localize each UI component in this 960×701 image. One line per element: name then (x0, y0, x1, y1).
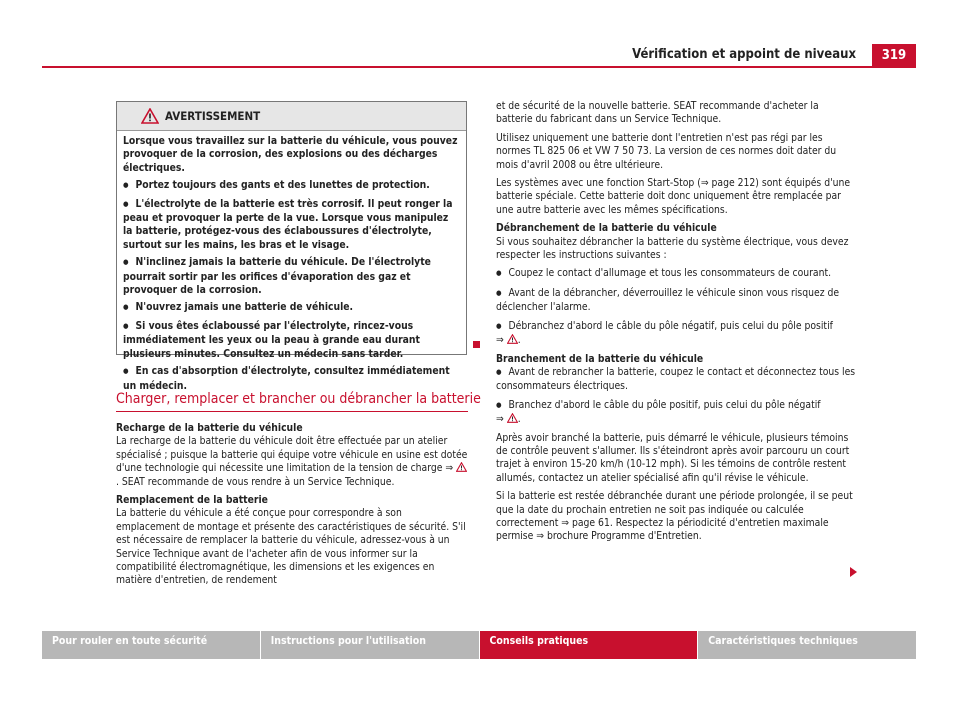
paragraph: Les systèmes avec une fonction Start-Stop (⇒ page 212) sont équipés d'une batterie spéciale. Cette batterie doit donc uniquement être remplacée par une autre batterie avec les mêmes spécifications. (496, 177, 851, 216)
running-title: Vérification et appoint de niveaux (632, 47, 856, 62)
subheading-connect: Branchement de la batterie du véhicule (496, 352, 704, 365)
list-item: ● Avant de rebrancher la batterie, coupez le contact et déconnectez tous les consommateurs électriques. (496, 366, 856, 394)
paragraph: Si la batterie est restée débranchée durant une période prolongée, il se peut que la date du prochain entretien ne soit pas indiquée ou calculée correctement ⇒ page 61. Respectez la périodicité d'entretien maximale permise ⇒ brochure Programme d'Entretien. (496, 490, 853, 543)
paragraph: Utilisez uniquement une batterie dont l'entretien n'est pas régi par les normes TL 825 06 et VW 7 50 73. La version de ces normes doit dater du mois d'avril 2008 ou être ultérieure. (496, 131, 837, 171)
subheading-replacement: Remplacement de la batterie (116, 494, 268, 507)
warning-bullet: ● Portez toujours des gants et des lunettes de protection. (123, 179, 460, 193)
continue-arrow-icon (850, 567, 857, 577)
header-rule (42, 66, 916, 68)
left-column (116, 422, 468, 593)
warning-bullet: ● En cas d'absorption d'électrolyte, consultez immédiatement un médecin. (123, 365, 460, 393)
warning-title: AVERTISSEMENT (165, 109, 261, 123)
tab-instructions[interactable]: Instructions pour l'utilisation (261, 631, 479, 659)
right-column (496, 100, 856, 549)
warning-triangle-icon (456, 462, 467, 472)
warning-triangle-icon (507, 334, 518, 344)
list-item: ● Débranchez d'abord le câble du pôle négatif, puis celui du pôle positif ⇒ . (496, 320, 856, 348)
subheading-disconnect: Débranchement de la batterie du véhicule (496, 222, 717, 235)
paragraph-recharge: La recharge de la batterie du véhicule doit être effectuée par un atelier spécialisé ; puisque la batterie qui équipe votre véhicule en usine est dotée d'une technologie qui nécessite une limitation de la tension de charge ⇒ . SEAT recommande de vous rendre à un Service Technique. (116, 435, 468, 488)
paragraph: Si vous souhaitez débrancher la batterie du système électrique, vous devez respecter les instructions suivantes : (496, 235, 849, 262)
list-item: ● Branchez d'abord le câble du pôle positif, puis celui du pôle négatif ⇒ . (496, 399, 856, 427)
warning-box (116, 101, 467, 392)
warning-header (117, 102, 466, 131)
list-item: ● Coupez le contact d'allumage et tous les consommateurs de courant. (496, 267, 856, 281)
warning-reference-link[interactable]: ⇒ (496, 334, 504, 347)
subheading-recharge: Recharge de la batterie du véhicule (116, 422, 303, 434)
tab-safety[interactable]: Pour rouler en toute sécurité (42, 631, 260, 659)
warning-triangle-icon (141, 108, 159, 124)
warning-bullet: ● N'ouvrez jamais une batterie de véhicule. (123, 301, 460, 315)
section-title: Charger, remplacer et brancher ou débrancher la batterie (116, 391, 481, 407)
paragraph: Après avoir branché la batterie, puis démarré le véhicule, plusieurs témoins de contrôle peuvent s'allumer. Ils s'éteindront après avoir parcouru un court trajet à environ 15-20 km/h (10-12 mph). Si les témoins de contrôle restent allumés, contactez un atelier spécialisé afin qu'il révise le véhicule. (496, 431, 850, 484)
tab-technical-specs[interactable]: Caractéristiques techniques (698, 631, 916, 659)
warning-intro: Lorsque vous travaillez sur la batterie du véhicule, vous pouvez provoquer de la corrosion, des explosions ou des décharges électriques. (123, 135, 458, 174)
paragraph: et de sécurité de la nouvelle batterie. SEAT recommande d'acheter la batterie du fabricant dans un Service Technique. (496, 100, 819, 126)
warning-bullet: ● Si vous êtes éclaboussé par l'électrolyte, rincez-vous immédiatement les yeux ou la peau à grande eau durant plusieurs minutes. Consultez un médecin sans tarder. (123, 320, 460, 361)
section-rule (116, 411, 468, 412)
warning-reference-link[interactable]: ⇒ (496, 413, 504, 426)
tab-practical-tips[interactable]: Conseils pratiques (480, 631, 698, 659)
warning-triangle-icon (507, 413, 518, 423)
page-number: 319 (872, 44, 916, 66)
warning-body (117, 131, 466, 393)
list-item: ● Avant de la débrancher, déverrouillez le véhicule sinon vous risquez de déclencher l'alarme. (496, 287, 856, 315)
warning-bullet: ● L'électrolyte de la batterie est très corrosif. Il peut ronger la peau et provoquer la perte de la vue. Lorsque vous manipulez la batterie, protégez-vous des éclaboussures d'électrolyte, surtout sur les mains, les bras et le visage. (123, 198, 460, 253)
footer-nav (42, 631, 916, 659)
warning-bullet: ● N'inclinez jamais la batterie du véhicule. De l'électrolyte pourrait sortir par les orifices d'évaporation des gaz et provoquer de la corrosion. (123, 256, 460, 297)
warning-reference-link[interactable]: ⇒ (445, 462, 454, 475)
section-end-marker (473, 341, 480, 348)
paragraph-replacement: La batterie du véhicule a été conçue pour correspondre à son emplacement de montage et présente des caractéristiques de sécurité. S'il est nécessaire de remplacer la batterie du véhicule, adressez-vous à un Service Technique avant de l'acheter afin de vous informer sur la compatibilité électromagnétique, les dimensions et les exigences en matière d'entretien, de rendement (116, 507, 466, 587)
